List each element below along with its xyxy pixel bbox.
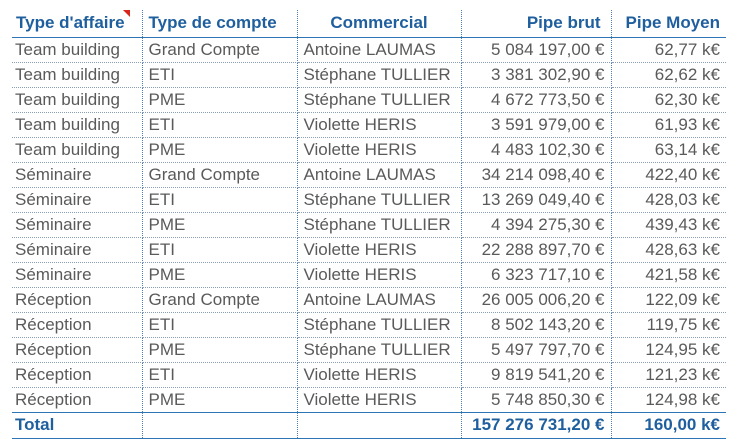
table-row bbox=[12, 287, 726, 312]
cell-type-compte[interactable]: Grand Compte bbox=[142, 37, 297, 62]
cell-pipe-moyen[interactable]: 422,40 k€ bbox=[611, 162, 726, 187]
cell-type-affaire[interactable]: Séminaire bbox=[12, 237, 142, 262]
table-row bbox=[12, 362, 726, 387]
header-type-affaire[interactable]: Type d'affaire bbox=[12, 10, 142, 37]
cell-commercial[interactable]: Violette HERIS bbox=[297, 362, 461, 387]
cell-type-affaire[interactable]: Séminaire bbox=[12, 262, 142, 287]
cell-pipe-moyen[interactable]: 439,43 k€ bbox=[611, 212, 726, 237]
total-commercial[interactable] bbox=[297, 412, 461, 438]
cell-type-compte[interactable]: PME bbox=[142, 262, 297, 287]
pivot-table-container bbox=[12, 10, 726, 439]
cell-pipe-brut[interactable]: 8 502 143,20 € bbox=[461, 312, 611, 337]
total-label[interactable]: Total bbox=[12, 412, 142, 438]
cell-commercial[interactable]: Stéphane TULLIER bbox=[297, 212, 461, 237]
cell-pipe-brut[interactable]: 9 819 541,20 € bbox=[461, 362, 611, 387]
cell-pipe-brut[interactable]: 34 214 098,40 € bbox=[461, 162, 611, 187]
table-row bbox=[12, 162, 726, 187]
cell-pipe-brut[interactable]: 3 381 302,90 € bbox=[461, 62, 611, 87]
cell-pipe-moyen[interactable]: 62,62 k€ bbox=[611, 62, 726, 87]
cell-pipe-moyen[interactable]: 62,30 k€ bbox=[611, 87, 726, 112]
cell-type-affaire[interactable]: Séminaire bbox=[12, 187, 142, 212]
cell-type-affaire[interactable]: Séminaire bbox=[12, 162, 142, 187]
cell-pipe-moyen[interactable]: 428,03 k€ bbox=[611, 187, 726, 212]
cell-pipe-moyen[interactable]: 122,09 k€ bbox=[611, 287, 726, 312]
header-pipe-moyen[interactable]: Pipe Moyen bbox=[611, 10, 726, 37]
cell-commercial[interactable]: Stéphane TULLIER bbox=[297, 312, 461, 337]
table-body bbox=[12, 37, 726, 412]
total-pipe-brut[interactable]: 157 276 731,20 € bbox=[461, 412, 611, 438]
cell-type-affaire[interactable]: Team building bbox=[12, 112, 142, 137]
cell-pipe-moyen[interactable]: 62,77 k€ bbox=[611, 37, 726, 62]
cell-type-compte[interactable]: Grand Compte bbox=[142, 287, 297, 312]
cell-type-compte[interactable]: ETI bbox=[142, 237, 297, 262]
cell-pipe-brut[interactable]: 4 483 102,30 € bbox=[461, 137, 611, 162]
cell-pipe-moyen[interactable]: 61,93 k€ bbox=[611, 112, 726, 137]
cell-type-compte[interactable]: PME bbox=[142, 87, 297, 112]
cell-commercial[interactable]: Stéphane TULLIER bbox=[297, 187, 461, 212]
cell-type-compte[interactable]: ETI bbox=[142, 187, 297, 212]
cell-type-affaire[interactable]: Team building bbox=[12, 137, 142, 162]
cell-commercial[interactable]: Violette HERIS bbox=[297, 387, 461, 412]
cell-pipe-moyen[interactable]: 119,75 k€ bbox=[611, 312, 726, 337]
table-row bbox=[12, 87, 726, 112]
cell-pipe-moyen[interactable]: 121,23 k€ bbox=[611, 362, 726, 387]
cell-type-affaire[interactable]: Réception bbox=[12, 362, 142, 387]
cell-commercial[interactable]: Antoine LAUMAS bbox=[297, 37, 461, 62]
cell-pipe-brut[interactable]: 6 323 717,10 € bbox=[461, 262, 611, 287]
cell-pipe-brut[interactable]: 22 288 897,70 € bbox=[461, 237, 611, 262]
cell-type-affaire[interactable]: Réception bbox=[12, 287, 142, 312]
cell-type-compte[interactable]: Grand Compte bbox=[142, 162, 297, 187]
table-row bbox=[12, 312, 726, 337]
total-type-compte[interactable] bbox=[142, 412, 297, 438]
cell-type-affaire[interactable]: Réception bbox=[12, 387, 142, 412]
header-type-compte[interactable]: Type de compte bbox=[142, 10, 297, 37]
cell-commercial[interactable]: Violette HERIS bbox=[297, 112, 461, 137]
cell-pipe-moyen[interactable]: 421,58 k€ bbox=[611, 262, 726, 287]
header-commercial[interactable]: Commercial bbox=[297, 10, 461, 37]
cell-type-affaire[interactable]: Réception bbox=[12, 337, 142, 362]
table-row bbox=[12, 387, 726, 412]
header-pipe-brut[interactable]: Pipe brut bbox=[461, 10, 611, 37]
total-pipe-moyen[interactable]: 160,00 k€ bbox=[611, 412, 726, 438]
cell-type-compte[interactable]: ETI bbox=[142, 362, 297, 387]
table-row bbox=[12, 62, 726, 87]
header-row bbox=[12, 10, 726, 37]
cell-pipe-moyen[interactable]: 124,98 k€ bbox=[611, 387, 726, 412]
cell-type-compte[interactable]: PME bbox=[142, 137, 297, 162]
table-row bbox=[12, 187, 726, 212]
cell-type-affaire[interactable]: Réception bbox=[12, 312, 142, 337]
cell-commercial[interactable]: Stéphane TULLIER bbox=[297, 87, 461, 112]
cell-pipe-brut[interactable]: 3 591 979,00 € bbox=[461, 112, 611, 137]
cell-type-affaire[interactable]: Team building bbox=[12, 87, 142, 112]
cell-pipe-brut[interactable]: 5 748 850,30 € bbox=[461, 387, 611, 412]
pivot-table bbox=[12, 10, 726, 439]
table-row bbox=[12, 137, 726, 162]
cell-type-affaire[interactable]: Team building bbox=[12, 37, 142, 62]
cell-pipe-brut[interactable]: 13 269 049,40 € bbox=[461, 187, 611, 212]
cell-pipe-brut[interactable]: 5 084 197,00 € bbox=[461, 37, 611, 62]
cell-commercial[interactable]: Stéphane TULLIER bbox=[297, 62, 461, 87]
table-row bbox=[12, 237, 726, 262]
cell-commercial[interactable]: Violette HERIS bbox=[297, 262, 461, 287]
comment-indicator-icon[interactable] bbox=[123, 10, 130, 17]
cell-commercial[interactable]: Violette HERIS bbox=[297, 237, 461, 262]
cell-pipe-moyen[interactable]: 63,14 k€ bbox=[611, 137, 726, 162]
table-row bbox=[12, 262, 726, 287]
table-row bbox=[12, 212, 726, 237]
cell-type-compte[interactable]: ETI bbox=[142, 312, 297, 337]
cell-pipe-moyen[interactable]: 124,95 k€ bbox=[611, 337, 726, 362]
table-row bbox=[12, 112, 726, 137]
cell-type-compte[interactable]: PME bbox=[142, 387, 297, 412]
cell-commercial[interactable]: Violette HERIS bbox=[297, 137, 461, 162]
cell-pipe-brut[interactable]: 26 005 006,20 € bbox=[461, 287, 611, 312]
table-row bbox=[12, 37, 726, 62]
cell-commercial[interactable]: Stéphane TULLIER bbox=[297, 337, 461, 362]
cell-type-compte[interactable]: ETI bbox=[142, 62, 297, 87]
cell-pipe-brut[interactable]: 4 672 773,50 € bbox=[461, 87, 611, 112]
table-row bbox=[12, 337, 726, 362]
cell-type-affaire[interactable]: Team building bbox=[12, 62, 142, 87]
cell-type-compte[interactable]: PME bbox=[142, 337, 297, 362]
cell-pipe-brut[interactable]: 5 497 797,70 € bbox=[461, 337, 611, 362]
total-row bbox=[12, 412, 726, 438]
cell-type-affaire[interactable]: Séminaire bbox=[12, 212, 142, 237]
cell-commercial[interactable]: Antoine LAUMAS bbox=[297, 162, 461, 187]
cell-commercial[interactable]: Antoine LAUMAS bbox=[297, 287, 461, 312]
cell-pipe-moyen[interactable]: 428,63 k€ bbox=[611, 237, 726, 262]
cell-type-compte[interactable]: PME bbox=[142, 212, 297, 237]
cell-type-compte[interactable]: ETI bbox=[142, 112, 297, 137]
cell-pipe-brut[interactable]: 4 394 275,30 € bbox=[461, 212, 611, 237]
